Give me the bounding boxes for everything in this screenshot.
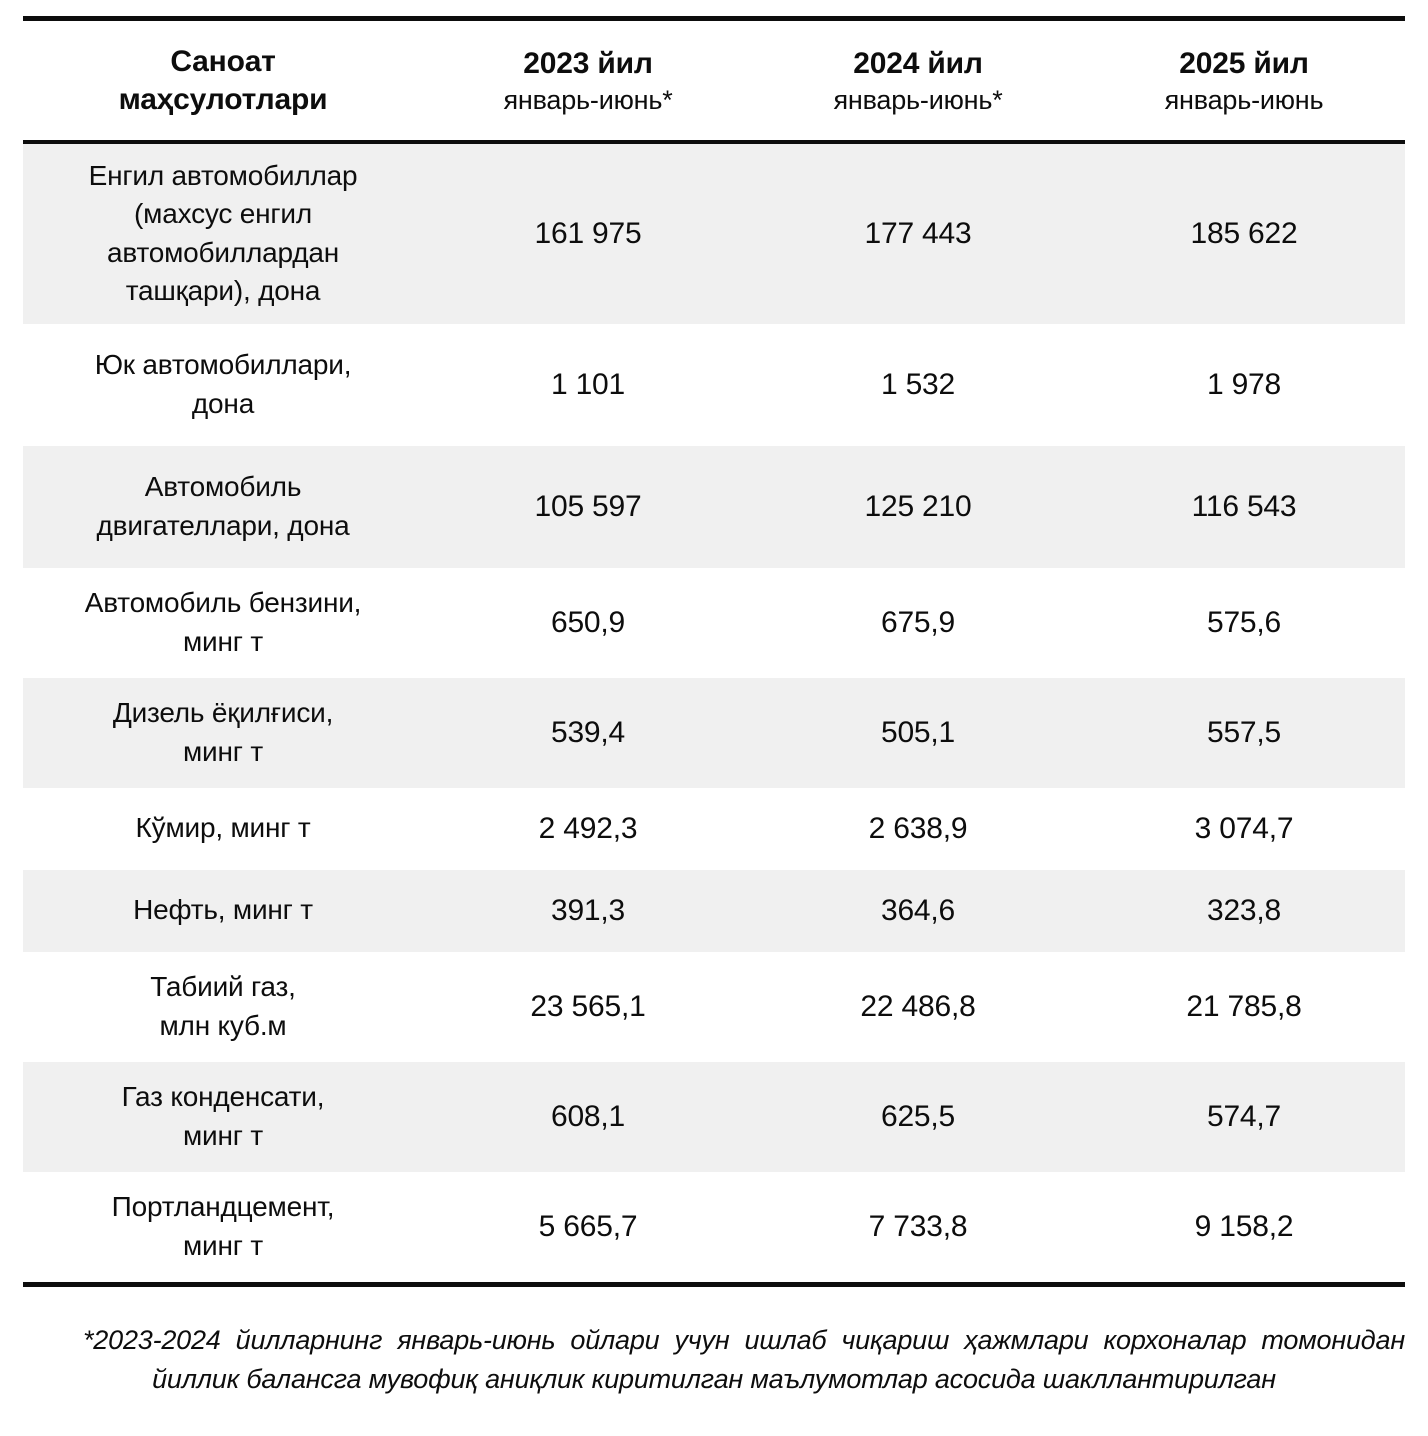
value-2023: 391,3 bbox=[550, 894, 626, 928]
value-cell-2023 bbox=[423, 142, 753, 324]
value-2023: 105 597 bbox=[534, 490, 642, 524]
row-label-cell bbox=[23, 870, 423, 952]
row-label-cell bbox=[23, 678, 423, 788]
value-cell-2023 bbox=[423, 568, 753, 678]
value-2025: 1 978 bbox=[1206, 368, 1282, 402]
value-cell-2023 bbox=[423, 324, 753, 446]
table-row bbox=[23, 446, 1405, 568]
row-label: Юк автомобиллари, дона bbox=[94, 349, 352, 419]
value-2025: 116 543 bbox=[1191, 490, 1297, 524]
table-row bbox=[23, 1062, 1405, 1172]
value-2024: 505,1 bbox=[880, 716, 956, 750]
value-2023: 1 101 bbox=[550, 368, 626, 402]
value-cell-2024 bbox=[753, 446, 1083, 568]
row-label: Автомобиль бензини, минг т bbox=[84, 587, 362, 657]
value-cell-2025 bbox=[1083, 952, 1405, 1062]
value-2025: 323,8 bbox=[1206, 894, 1282, 928]
value-2025: 21 785,8 bbox=[1186, 990, 1302, 1024]
value-2025: 575,6 bbox=[1206, 606, 1282, 640]
row-label: Енгил автомобиллар (махсус енгил автомобиллардан ташқари), дона bbox=[88, 159, 358, 307]
table-row bbox=[23, 788, 1405, 870]
value-2023: 608,1 bbox=[550, 1100, 626, 1134]
value-cell-2023 bbox=[423, 678, 753, 788]
column-header-product-line2: маҳсулотлари bbox=[118, 83, 328, 117]
value-cell-2025 bbox=[1083, 788, 1405, 870]
table-header bbox=[23, 19, 1405, 142]
value-2025: 9 158,2 bbox=[1194, 1210, 1294, 1244]
column-header-2025-year: 2025 йил bbox=[1179, 46, 1309, 80]
value-2025: 3 074,7 bbox=[1194, 812, 1294, 846]
industrial-output-table bbox=[23, 16, 1405, 1287]
value-2024: 625,5 bbox=[880, 1100, 956, 1134]
column-header-2025-period: январь-июнь bbox=[1164, 85, 1324, 116]
value-cell-2025 bbox=[1083, 1172, 1405, 1285]
value-2023: 23 565,1 bbox=[530, 990, 646, 1024]
row-label-cell bbox=[23, 1062, 423, 1172]
value-cell-2024 bbox=[753, 788, 1083, 870]
table-row bbox=[23, 568, 1405, 678]
row-label: Нефть, минг т bbox=[133, 894, 313, 926]
table-row bbox=[23, 870, 1405, 952]
value-cell-2024 bbox=[753, 1172, 1083, 1285]
value-2024: 22 486,8 bbox=[860, 990, 976, 1024]
column-header-2024-period: январь-июнь* bbox=[833, 85, 1003, 116]
value-cell-2025 bbox=[1083, 678, 1405, 788]
column-header-2024 bbox=[753, 19, 1083, 142]
column-header-2024-year: 2024 йил bbox=[853, 46, 983, 80]
value-cell-2024 bbox=[753, 142, 1083, 324]
table-row bbox=[23, 324, 1405, 446]
value-2023: 5 665,7 bbox=[538, 1210, 638, 1244]
column-header-2023 bbox=[423, 19, 753, 142]
row-label-cell bbox=[23, 324, 423, 446]
value-2025: 574,7 bbox=[1206, 1100, 1282, 1134]
table-row bbox=[23, 142, 1405, 324]
value-2025: 185 622 bbox=[1190, 217, 1298, 251]
value-cell-2023 bbox=[423, 1172, 753, 1285]
row-label: Автомобиль двигателлари, дона bbox=[96, 471, 350, 541]
value-2024: 2 638,9 bbox=[868, 812, 968, 846]
value-cell-2023 bbox=[423, 952, 753, 1062]
value-cell-2025 bbox=[1083, 324, 1405, 446]
value-cell-2024 bbox=[753, 568, 1083, 678]
value-2023: 161 975 bbox=[534, 217, 642, 251]
row-label: Табиий газ, млн куб.м bbox=[150, 971, 296, 1041]
table-row bbox=[23, 1172, 1405, 1285]
value-2024: 1 532 bbox=[880, 368, 956, 402]
column-header-2025 bbox=[1083, 19, 1405, 142]
value-2023: 2 492,3 bbox=[538, 812, 638, 846]
row-label: Дизель ёқилғиси, минг т bbox=[112, 697, 334, 767]
value-cell-2025 bbox=[1083, 446, 1405, 568]
row-label-cell bbox=[23, 952, 423, 1062]
column-header-product-line1: Саноат bbox=[170, 45, 276, 78]
row-label-cell bbox=[23, 1172, 423, 1285]
row-label-cell bbox=[23, 142, 423, 324]
row-label: Кўмир, минг т bbox=[135, 812, 311, 844]
table-row bbox=[23, 678, 1405, 788]
table-row bbox=[23, 952, 1405, 1062]
value-cell-2025 bbox=[1083, 142, 1405, 324]
row-label-cell bbox=[23, 446, 423, 568]
value-cell-2024 bbox=[753, 324, 1083, 446]
value-cell-2024 bbox=[753, 952, 1083, 1062]
value-cell-2024 bbox=[753, 678, 1083, 788]
value-2024: 7 733,8 bbox=[868, 1210, 968, 1244]
value-cell-2025 bbox=[1083, 568, 1405, 678]
value-cell-2023 bbox=[423, 446, 753, 568]
row-label-cell bbox=[23, 788, 423, 870]
column-header-product bbox=[23, 19, 423, 142]
table-body bbox=[23, 142, 1405, 1285]
value-2023: 650,9 bbox=[550, 606, 626, 640]
value-cell-2024 bbox=[753, 870, 1083, 952]
value-cell-2024 bbox=[753, 1062, 1083, 1172]
table-header-row bbox=[23, 19, 1405, 142]
value-cell-2023 bbox=[423, 1062, 753, 1172]
value-cell-2023 bbox=[423, 788, 753, 870]
value-2024: 177 443 bbox=[864, 217, 972, 251]
value-cell-2023 bbox=[423, 870, 753, 952]
value-2024: 364,6 bbox=[880, 894, 956, 928]
column-header-2023-period: январь-июнь* bbox=[503, 85, 673, 116]
table-footnote: *2023-2024 йилларнинг январь-июнь ойлари учун ишлаб чиқариш ҳажмлари корхоналар томонидан йиллик балансга мувофиқ аниқлик киритилган маълумотлар асосида шакллантирилган bbox=[83, 1324, 1405, 1394]
row-label-cell bbox=[23, 568, 423, 678]
value-2024: 675,9 bbox=[880, 606, 956, 640]
value-2023: 539,4 bbox=[550, 716, 626, 750]
row-label: Газ конденсати, минг т bbox=[121, 1081, 325, 1151]
value-2024: 125 210 bbox=[864, 490, 972, 524]
column-header-2023-year: 2023 йил bbox=[523, 46, 653, 80]
row-label: Портландцемент, минг т bbox=[111, 1191, 335, 1261]
value-cell-2025 bbox=[1083, 870, 1405, 952]
value-cell-2025 bbox=[1083, 1062, 1405, 1172]
value-2025: 557,5 bbox=[1206, 716, 1282, 750]
